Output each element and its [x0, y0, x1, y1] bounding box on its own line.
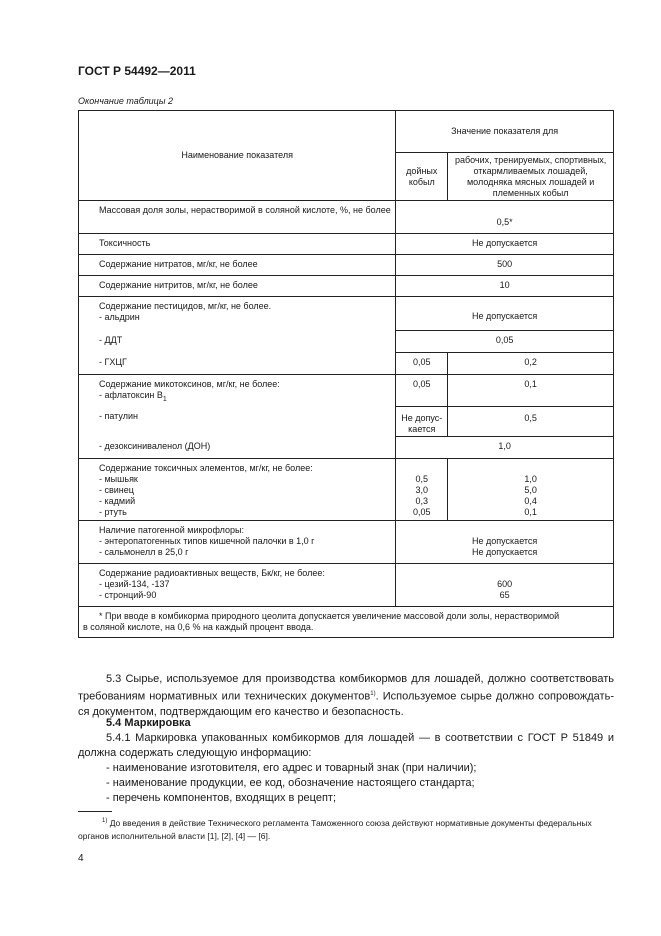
lead-mares: 3,0	[415, 485, 429, 496]
patulin-mares-line1: Не допус-	[401, 413, 443, 424]
footnote-ref: 1)	[370, 691, 376, 697]
mycotoxins-patulin: - патулин	[79, 407, 396, 437]
mycotoxins-aflatoxin: - афлатоксин В	[99, 390, 163, 400]
table-row	[79, 353, 614, 375]
table-row	[79, 375, 614, 407]
row-toxicity-value: Не допускается	[396, 234, 614, 255]
row-toxicity-name: Токсичность	[79, 234, 396, 255]
radio-cesium: - цезий-134, -137	[99, 579, 170, 590]
table-caption: Окончание таблицы 2	[78, 96, 173, 106]
strontium-value: 65	[499, 590, 510, 601]
toxic-element-lead: - свинец	[99, 485, 134, 496]
pesticides-aldrin: - альдрин	[99, 312, 140, 322]
indicators-table	[78, 110, 614, 638]
page-footnote: $^{1)}$ До введения в действие Технического регламента Таможенного союза действуют нормативные документы федеральных органов исполнительной власти [1], [2], [4] — [6].	[78, 817, 592, 841]
table-row	[79, 437, 614, 459]
row-ash-name: Массовая доля золы, нерастворимой в соляной кислоте, %, не более	[79, 201, 396, 234]
patulin-mares-line2: кается	[408, 424, 436, 435]
table-row	[79, 297, 614, 331]
table-row	[79, 521, 614, 564]
list-item: - наименование продукции, ее код, обозначение настоящего стандарта;	[106, 777, 475, 789]
mercury-mares: 0,05	[413, 507, 431, 518]
pesticides-ddt: - ДДТ	[79, 331, 396, 353]
header-group: Значение показателя для	[396, 111, 614, 153]
toxic-elements-title: Содержание токсичных элементов, мг/кг, не более:	[99, 463, 313, 474]
header-horses: рабочих, тренируемых, спортивных, откармливаемых лошадей, молодняка мясных лошадей и племенных кобыл	[448, 153, 614, 201]
mycotoxins-title: Содержание микотоксинов, мг/кг, не более:	[99, 379, 280, 389]
header-name: Наименование показателя	[79, 111, 396, 201]
cesium-value: 600	[497, 579, 513, 590]
footnote-mark: 1)	[102, 818, 108, 824]
table-row	[79, 276, 614, 297]
microflora-ecoli: - энтеропатогенных типов кишечной палочки в 1,0 г	[99, 536, 315, 547]
mycotoxins-don: - дезоксиниваленол (ДОН)	[79, 437, 396, 459]
marking-list	[78, 761, 614, 806]
salmonella-value: Не допускается	[472, 547, 538, 558]
radio-strontium: - стронций-90	[99, 590, 157, 601]
table-footnote-line2: в соляной кислоте, на 0,6 % на каждый процент ввода.	[83, 622, 314, 633]
table-row	[79, 459, 614, 521]
table-row	[79, 201, 614, 234]
table-row	[79, 255, 614, 276]
toxic-element-arsenic: - мышьяк	[99, 474, 138, 485]
list-item: - наименование изготовителя, его адрес и товарный знак (при наличии);	[106, 762, 477, 774]
pesticides-aldrin-value: Не допускается	[396, 297, 614, 331]
table-footnote-row	[79, 607, 614, 638]
header-mares: дойных кобыл	[396, 153, 448, 201]
list-item: - перечень компонентов, входящих в рецепт;	[106, 792, 337, 804]
ecoli-value: Не допускается	[472, 536, 538, 547]
footnote-divider	[78, 811, 112, 812]
don-value: 1,0	[396, 437, 614, 459]
section-5-4-heading: 5.4 Маркировка	[106, 717, 191, 729]
paragraph-5-3: 5.3 Сырье, используемое для производства комбикормов для лошадей, должно соответствовать требованиям нормативных или технических документов$^{1)}$. Используемое сырье должно сопровождать-ся документом, подтверждающим его качество и безопасность.	[78, 673, 614, 718]
aflatoxin-subscript: 1	[162, 395, 167, 403]
cadmium-mares: 0,3	[415, 496, 429, 507]
page-number: 4	[78, 853, 84, 864]
pesticides-hch-horses: 0,2	[448, 353, 614, 375]
row-nitrites-value: 10	[396, 276, 614, 297]
aflatoxin-horses: 0,1	[448, 375, 614, 407]
row-nitrites-name: Содержание нитритов, мг/кг, не более	[79, 276, 396, 297]
pesticides-hch-mares: 0,05	[396, 353, 448, 375]
table-row	[79, 407, 614, 437]
table-row	[79, 331, 614, 353]
document-header: ГОСТ Р 54492—2011	[78, 64, 196, 78]
row-nitrates-value: 500	[396, 255, 614, 276]
paragraph-5-4-1: 5.4.1 Маркировка упакованных комбикормов для лошадей — в соответствии с ГОСТ Р 51849 и должна содержать следующую информацию:	[78, 732, 614, 759]
patulin-horses: 0,5	[448, 407, 614, 437]
arsenic-horses: 1,0	[524, 474, 537, 485]
table-footnote-line1: * При вводе в комбикорма природного цеолита допускается увеличение массовой доли золы, нерастворимой	[99, 611, 560, 622]
pesticides-ddt-value: 0,05	[396, 331, 614, 353]
pesticides-hch: - ГХЦГ	[79, 353, 396, 375]
lead-horses: 5,0	[524, 485, 537, 496]
aflatoxin-mares: 0,05	[396, 375, 448, 407]
table-row	[79, 564, 614, 607]
row-nitrates-name: Содержание нитратов, мг/кг, не более	[79, 255, 396, 276]
toxic-element-cadmium: - кадмий	[99, 496, 136, 507]
pesticides-title: Содержание пестицидов, мг/кг, не более.	[99, 301, 272, 311]
arsenic-mares: 0,5	[415, 474, 429, 485]
microflora-salmonella: - сальмонелл в 25,0 г	[99, 547, 189, 558]
mercury-horses: 0,1	[524, 507, 537, 518]
toxic-element-mercury: - ртуть	[99, 507, 127, 518]
microflora-title: Наличие патогенной микрофлоры:	[99, 525, 244, 536]
radio-title: Содержание радиоактивных веществ, Бк/кг, не более:	[99, 568, 325, 579]
row-ash-value: 0,5*	[396, 201, 614, 234]
cadmium-horses: 0,4	[524, 496, 537, 507]
table-row	[79, 234, 614, 255]
